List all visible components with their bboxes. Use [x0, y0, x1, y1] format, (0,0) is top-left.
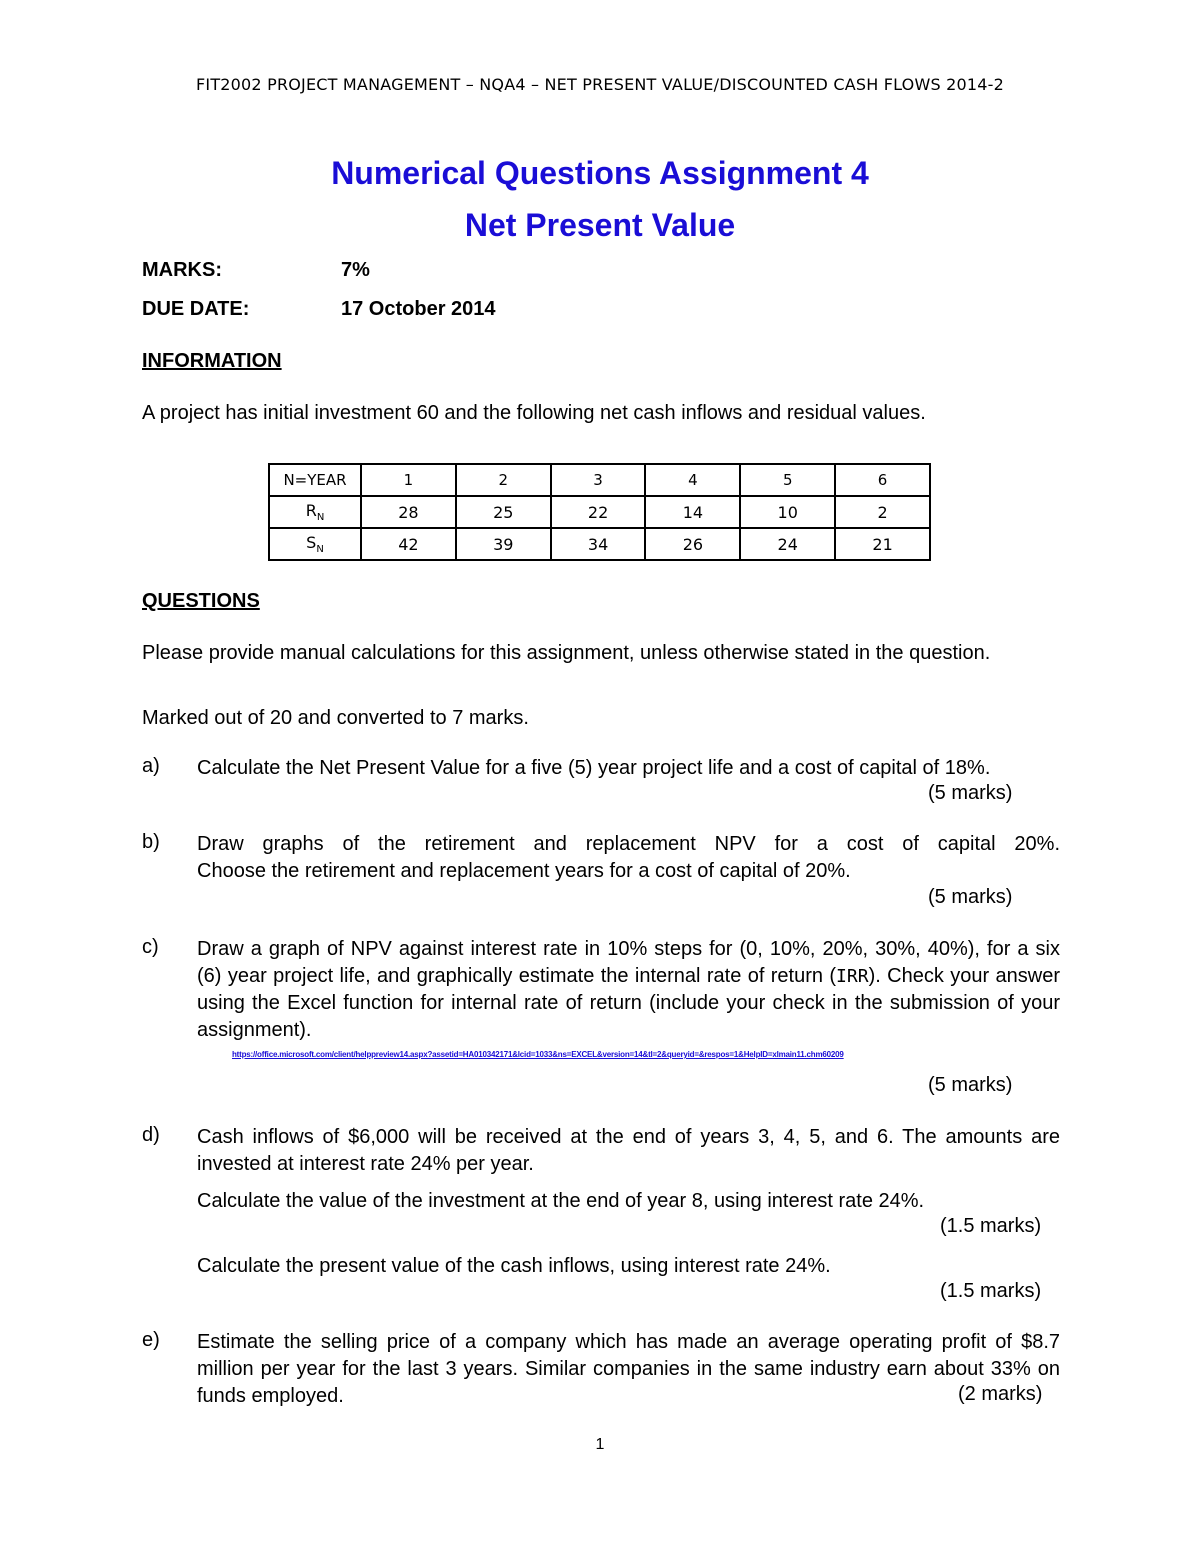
- table-header-row: [269, 464, 930, 496]
- question-a-marks: (5 marks): [928, 782, 1013, 804]
- table-cell: N=YEAR: [269, 464, 361, 496]
- table-cell: 10: [740, 496, 835, 528]
- table-cell: 42: [361, 528, 456, 560]
- question-a-label: a): [142, 755, 160, 777]
- question-d-sub1-marks: (1.5 marks): [940, 1215, 1042, 1237]
- information-intro: A project has initial investment 60 and the following net cash inflows and residual values.: [142, 402, 926, 424]
- question-e-text: Estimate the selling price of a company which has made an average operating profit of $8.7 million per year for the last 3 years. Similar companies in the same industry earn about 33% on funds employed.: [197, 1331, 1060, 1407]
- question-d-sub2: Calculate the present value of the cash inflows, using interest rate 24%.: [197, 1255, 831, 1277]
- question-b-line2: Choose the retirement and replacement years for a cost of capital of 20%.: [197, 860, 851, 882]
- question-d-text: Cash inflows of $6,000 will be received at the end of years 3, 4, 5, and 6. The amounts are invested at interest rate 24% per year.: [197, 1126, 1060, 1175]
- question-c-marks: (5 marks): [928, 1074, 1013, 1096]
- marked-out-text: Marked out of 20 and converted to 7 marks.: [142, 707, 529, 729]
- table-cell: 2: [835, 496, 930, 528]
- table-cell: 3: [551, 464, 646, 496]
- table-row-r: [269, 496, 930, 528]
- marks-label: MARKS:: [142, 259, 222, 281]
- table-row-s: [269, 528, 930, 560]
- table-cell: 21: [835, 528, 930, 560]
- irr-term: IRR: [836, 966, 869, 987]
- running-header: FIT2002 PROJECT MANAGEMENT – NQA4 – NET PRESENT VALUE/DISCOUNTED CASH FLOWS 2014-2: [196, 75, 1004, 94]
- question-d-sub2-marks: (1.5 marks): [940, 1280, 1042, 1302]
- table-cell: 28: [361, 496, 456, 528]
- table-cell: 24: [740, 528, 835, 560]
- questions-heading: QUESTIONS: [142, 590, 260, 612]
- table-cell: 26: [645, 528, 740, 560]
- table-cell: 25: [456, 496, 551, 528]
- cash-flow-table: [268, 463, 931, 561]
- excel-help-link[interactable]: https://office.microsoft.com/client/helppreview14.aspx?assetid=HA010342171&lcid=1033&ns=EXCEL&version=14&tl=2&queryid=&respos=1&HelpID=xlmain11.chm60209: [232, 1050, 844, 1059]
- table-cell: 1: [361, 464, 456, 496]
- page-number: 1: [595, 1436, 605, 1453]
- instructions-text: Please provide manual calculations for this assignment, unless otherwise stated in the question.: [142, 642, 991, 664]
- table-cell: 6: [835, 464, 930, 496]
- document-subtitle: Net Present Value: [464, 207, 736, 243]
- row-label-s: $S_N$: [269, 528, 361, 560]
- question-e-marks: (2 marks): [958, 1383, 1043, 1405]
- question-d-label: d): [142, 1124, 160, 1146]
- question-d-sub1: Calculate the value of the investment at the end of year 8, using interest rate 24%.: [197, 1190, 925, 1212]
- table-cell: 5: [740, 464, 835, 496]
- marks-value: 7%: [341, 259, 370, 281]
- information-heading: INFORMATION: [142, 350, 282, 372]
- question-a-text: Calculate the Net Present Value for a five (5) year project life and a cost of capital of 18%.: [197, 757, 991, 779]
- question-b-marks: (5 marks): [928, 886, 1013, 908]
- table-cell: 39: [456, 528, 551, 560]
- question-b-label: b): [142, 831, 160, 853]
- table-cell: 2: [456, 464, 551, 496]
- due-date-value: 17 October 2014: [341, 298, 496, 320]
- table-cell: 22: [551, 496, 646, 528]
- question-e-label: e): [142, 1329, 160, 1351]
- due-date-label: DUE DATE:: [142, 298, 250, 320]
- table-cell: 34: [551, 528, 646, 560]
- table-cell: 14: [645, 496, 740, 528]
- question-b-line1: Draw graphs of the retirement and replacement NPV for a cost of capital 20%.: [197, 833, 1060, 855]
- document-title: Numerical Questions Assignment 4: [331, 155, 869, 191]
- question-c-label: c): [142, 936, 159, 958]
- table-cell: 4: [645, 464, 740, 496]
- question-c-text: Draw a graph of NPV against interest rate in 10% steps for (0, 10%, 20%, 30%, 40%), for a six (6) year project life, and graphically estimate the internal rate of return (IRR). Check your answer using the Excel function for internal rate of return (include your check in the submission of your assignment).: [197, 938, 1060, 1041]
- row-label-r: $R_N$: [269, 496, 361, 528]
